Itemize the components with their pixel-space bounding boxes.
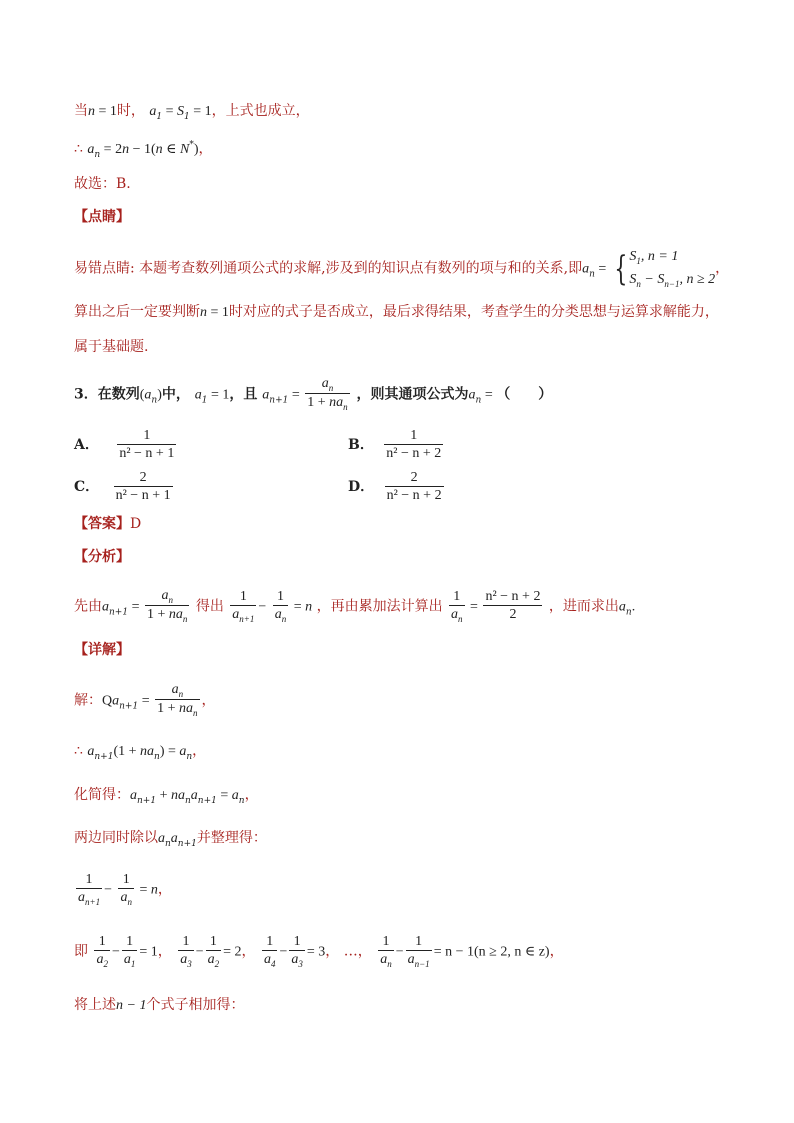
dianjing-line-1: 易错点睛: 本题考查数列通项公式的求解,涉及到的知识点有数列的项与和的关系,即$a_n$ = { $S_1$, n = 1 $S_n - S_{n-1}$, n ≥ 2 ， — [74, 248, 730, 289]
xiangjie-line-6: 即 $\frac{1}{a_2}$ − $\frac{1}{a_1}$ = 1， $\frac{1}{a_3}$ − $\frac{1}{a_2}$ = 2， $\frac{1}{a_4}$ − $\frac{1}{a_3}$ = 3， …， $\frac{1}{a_n}$ − $\frac{1}{a_{n-1}}$ = n − 1(n ≥ 2, n ∈ z)， — [74, 934, 564, 970]
dianjing-heading: 【点睛】 — [74, 209, 130, 225]
xiangjie-line-1: 解：$Qa_{n+1}$ = $\frac{a_n}{1 + na_n}$ ， — [74, 682, 216, 719]
xiangjie-line-2: ∴ $a_{n+1}(1 + na_n) = a_n$， — [74, 743, 207, 762]
text-line-2: ∴ $a_n = 2n - 1(n$ ∈ N*)， — [74, 140, 213, 160]
fenxi-heading: 【分析】 — [74, 549, 130, 565]
text-line-1: 当n = 1时， $a_1 = S_1 = 1$，上式也成立， — [74, 103, 310, 122]
xiangjie-line-5: $\frac{1}{a_{n+1}}$ − $\frac{1}{a_n}$ = n， — [78, 872, 172, 908]
xiangjie-line-3: 化简得：$a_{n+1} + na_na_{n+1} = a_n$， — [74, 787, 259, 806]
option-a: A． $\frac{1}{\text{n² − n + 1}}$ — [74, 428, 175, 462]
fenxi-line: 先由$a_{n+1}$ = $\frac{a_n}{1 + na_n}$ 得出 $\frac{1}{a_{n+1}}$ − $\frac{1}{a_n}$ = n ，再由累加法计算出 $\frac{1}{a_n}$ = $\frac{\text{n² − n + 2}}{2}$ ，进而求出$a_n$. — [74, 588, 636, 625]
option-c: C． $\frac{2}{\text{n² − n + 1}}$ — [74, 470, 171, 504]
xiangjie-line-7: 将上述n − 1个式子相加得： — [74, 997, 245, 1013]
question-3: 3．在数列$(a_n)$中， $a_1 = 1$，且 $a_{n+1}$ = $\frac{a_n}{1 + na_n}$ ，则其通项公式为$a_n$ = （ ） — [74, 376, 553, 413]
xiangjie-heading: 【详解】 — [74, 642, 130, 658]
xiangjie-line-4: 两边同时除以$a_na_{n+1}$并整理得： — [74, 830, 267, 849]
dianjing-line-3: 属于基础题. — [74, 339, 149, 355]
option-d: D． $\frac{2}{\text{n² − n + 2}}$ — [348, 470, 442, 504]
dianjing-line-2: 算出之后一定要判断n = 1时对应的式子是否成立，最后求得结果，考查学生的分类思想与运算求解能力， — [74, 304, 719, 320]
option-b: B． $\frac{1}{\text{n² − n + 2}}$ — [348, 428, 442, 462]
text-line-3: 故选：B. — [74, 176, 131, 192]
answer: 【答案】D — [74, 516, 142, 532]
